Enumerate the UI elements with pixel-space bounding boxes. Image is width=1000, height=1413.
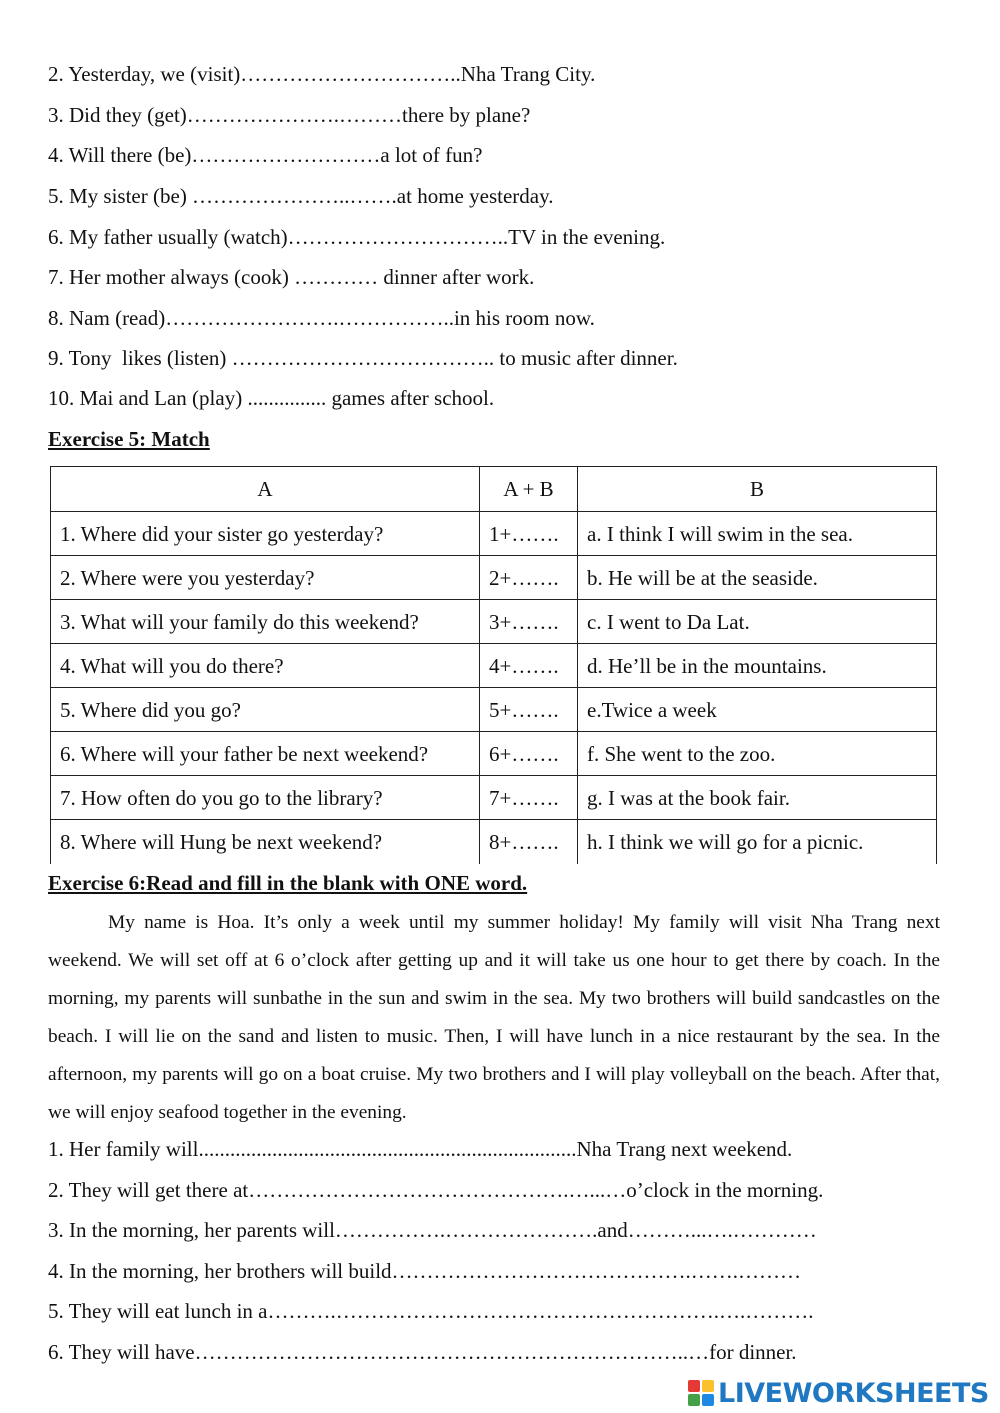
table-row [51,600,937,644]
column-header-b: B [578,467,937,512]
liveworksheets-logo [688,1375,989,1411]
answer-blank[interactable]: 1+……. [480,512,578,556]
match-table [50,466,937,864]
exercise6-title: Exercise 6:Read and fill in the blank with ONE word. [48,871,528,895]
fill-question[interactable]: 5. They will eat lunch in a……….……………………………………………….….………. [48,1299,814,1323]
exercise4-item: 4. Will there (be)………………………a lot of fun? [48,143,483,167]
question-cell: 8. Where will Hung be next weekend? [51,820,480,865]
question-cell: 1. Where did your sister go yesterday? [51,512,480,556]
table-row [51,688,937,732]
exercise4-item: 5. My sister (be) …………………..…….at home yesterday. [48,184,554,208]
response-cell: e.Twice a week [578,688,937,732]
table-row [51,820,937,865]
fill-question[interactable]: 2. They will get there at……………………………………….…...…o’clock in the morning. [48,1178,824,1202]
exercise4-item: 8. Nam (read)…………………….……………..in his room now. [48,306,595,330]
exercise4-item: 2. Yesterday, we (visit)…………………………..Nha Trang City. [48,62,596,86]
table-header-row [51,467,937,512]
exercise4-item: 9. Tony likes (listen) ……………………………….. to music after dinner. [48,346,678,370]
response-cell: g. I was at the book fair. [578,776,937,820]
answer-blank[interactable]: 6+……. [480,732,578,776]
response-cell: a. I think I will swim in the sea. [578,512,937,556]
logo-square [688,1394,700,1406]
response-cell: c. I went to Da Lat. [578,600,937,644]
exercise5-title: Exercise 5: Match [48,427,210,451]
answer-blank[interactable]: 2+……. [480,556,578,600]
column-header-ab: A + B [480,467,578,512]
exercise4-item: 3. Did they (get)………………….………there by plane? [48,103,531,127]
question-cell: 5. Where did you go? [51,688,480,732]
response-cell: h. I think we will go for a picnic. [578,820,937,865]
question-cell: 7. How often do you go to the library? [51,776,480,820]
question-cell: 4. What will you do there? [51,644,480,688]
table-row [51,512,937,556]
table-row [51,732,937,776]
logo-text: LIVEWORKSHEETS [718,1377,989,1409]
fill-question[interactable]: 4. In the morning, her brothers will build…………………………………….…….……… [48,1259,802,1283]
fill-question[interactable]: 3. In the morning, her parents will…………….………………….and………...….………… [48,1218,817,1242]
answer-blank[interactable]: 4+……. [480,644,578,688]
answer-blank[interactable]: 3+……. [480,600,578,644]
response-cell: f. She went to the zoo. [578,732,937,776]
table-row [51,776,937,820]
exercise4-item: 6. My father usually (watch)…………………………..TV in the evening. [48,225,666,249]
response-cell: b. He will be at the seaside. [578,556,937,600]
question-cell: 2. Where were you yesterday? [51,556,480,600]
answer-blank[interactable]: 8+……. [480,820,578,865]
answer-blank[interactable]: 7+……. [480,776,578,820]
table-row [51,556,937,600]
question-cell: 6. Where will your father be next weekend? [51,732,480,776]
logo-square [702,1394,714,1406]
exercise4-item: 7. Her mother always (cook) ………… dinner after work. [48,265,535,289]
fill-question[interactable]: 1. Her family will........................................................................Nha Trang next weekend. [48,1137,793,1161]
column-header-a: A [51,467,480,512]
question-cell: 3. What will your family do this weekend? [51,600,480,644]
logo-square [688,1380,700,1392]
fill-question[interactable]: 6. They will have……………………………………………………………..…for dinner. [48,1340,797,1364]
logo-mark-icon [688,1380,714,1406]
response-cell: d. He’ll be in the mountains. [578,644,937,688]
logo-square [702,1380,714,1392]
reading-passage: My name is Hoa. It’s only a week until my summer holiday! My family will visit Nha Trang next weekend. We will set off at 6 o’clock after getting up and it will take us one hour to get there by coach. In the morning, my parents will sunbathe in the sun and swim in the sea. My two brothers will build sandcastles on the beach. I will lie on the sand and listen to music. Then, I will have lunch in a nice restaurant by the sea. In the afternoon, my parents will go on a boat cruise. My two brothers and I will play volleyball on the beach. After that, we will enjoy seafood together in the evening. [48,912,940,1123]
exercise4-item: 10. Mai and Lan (play) ............... games after school. [48,386,495,410]
answer-blank[interactable]: 5+……. [480,688,578,732]
table-row [51,644,937,688]
